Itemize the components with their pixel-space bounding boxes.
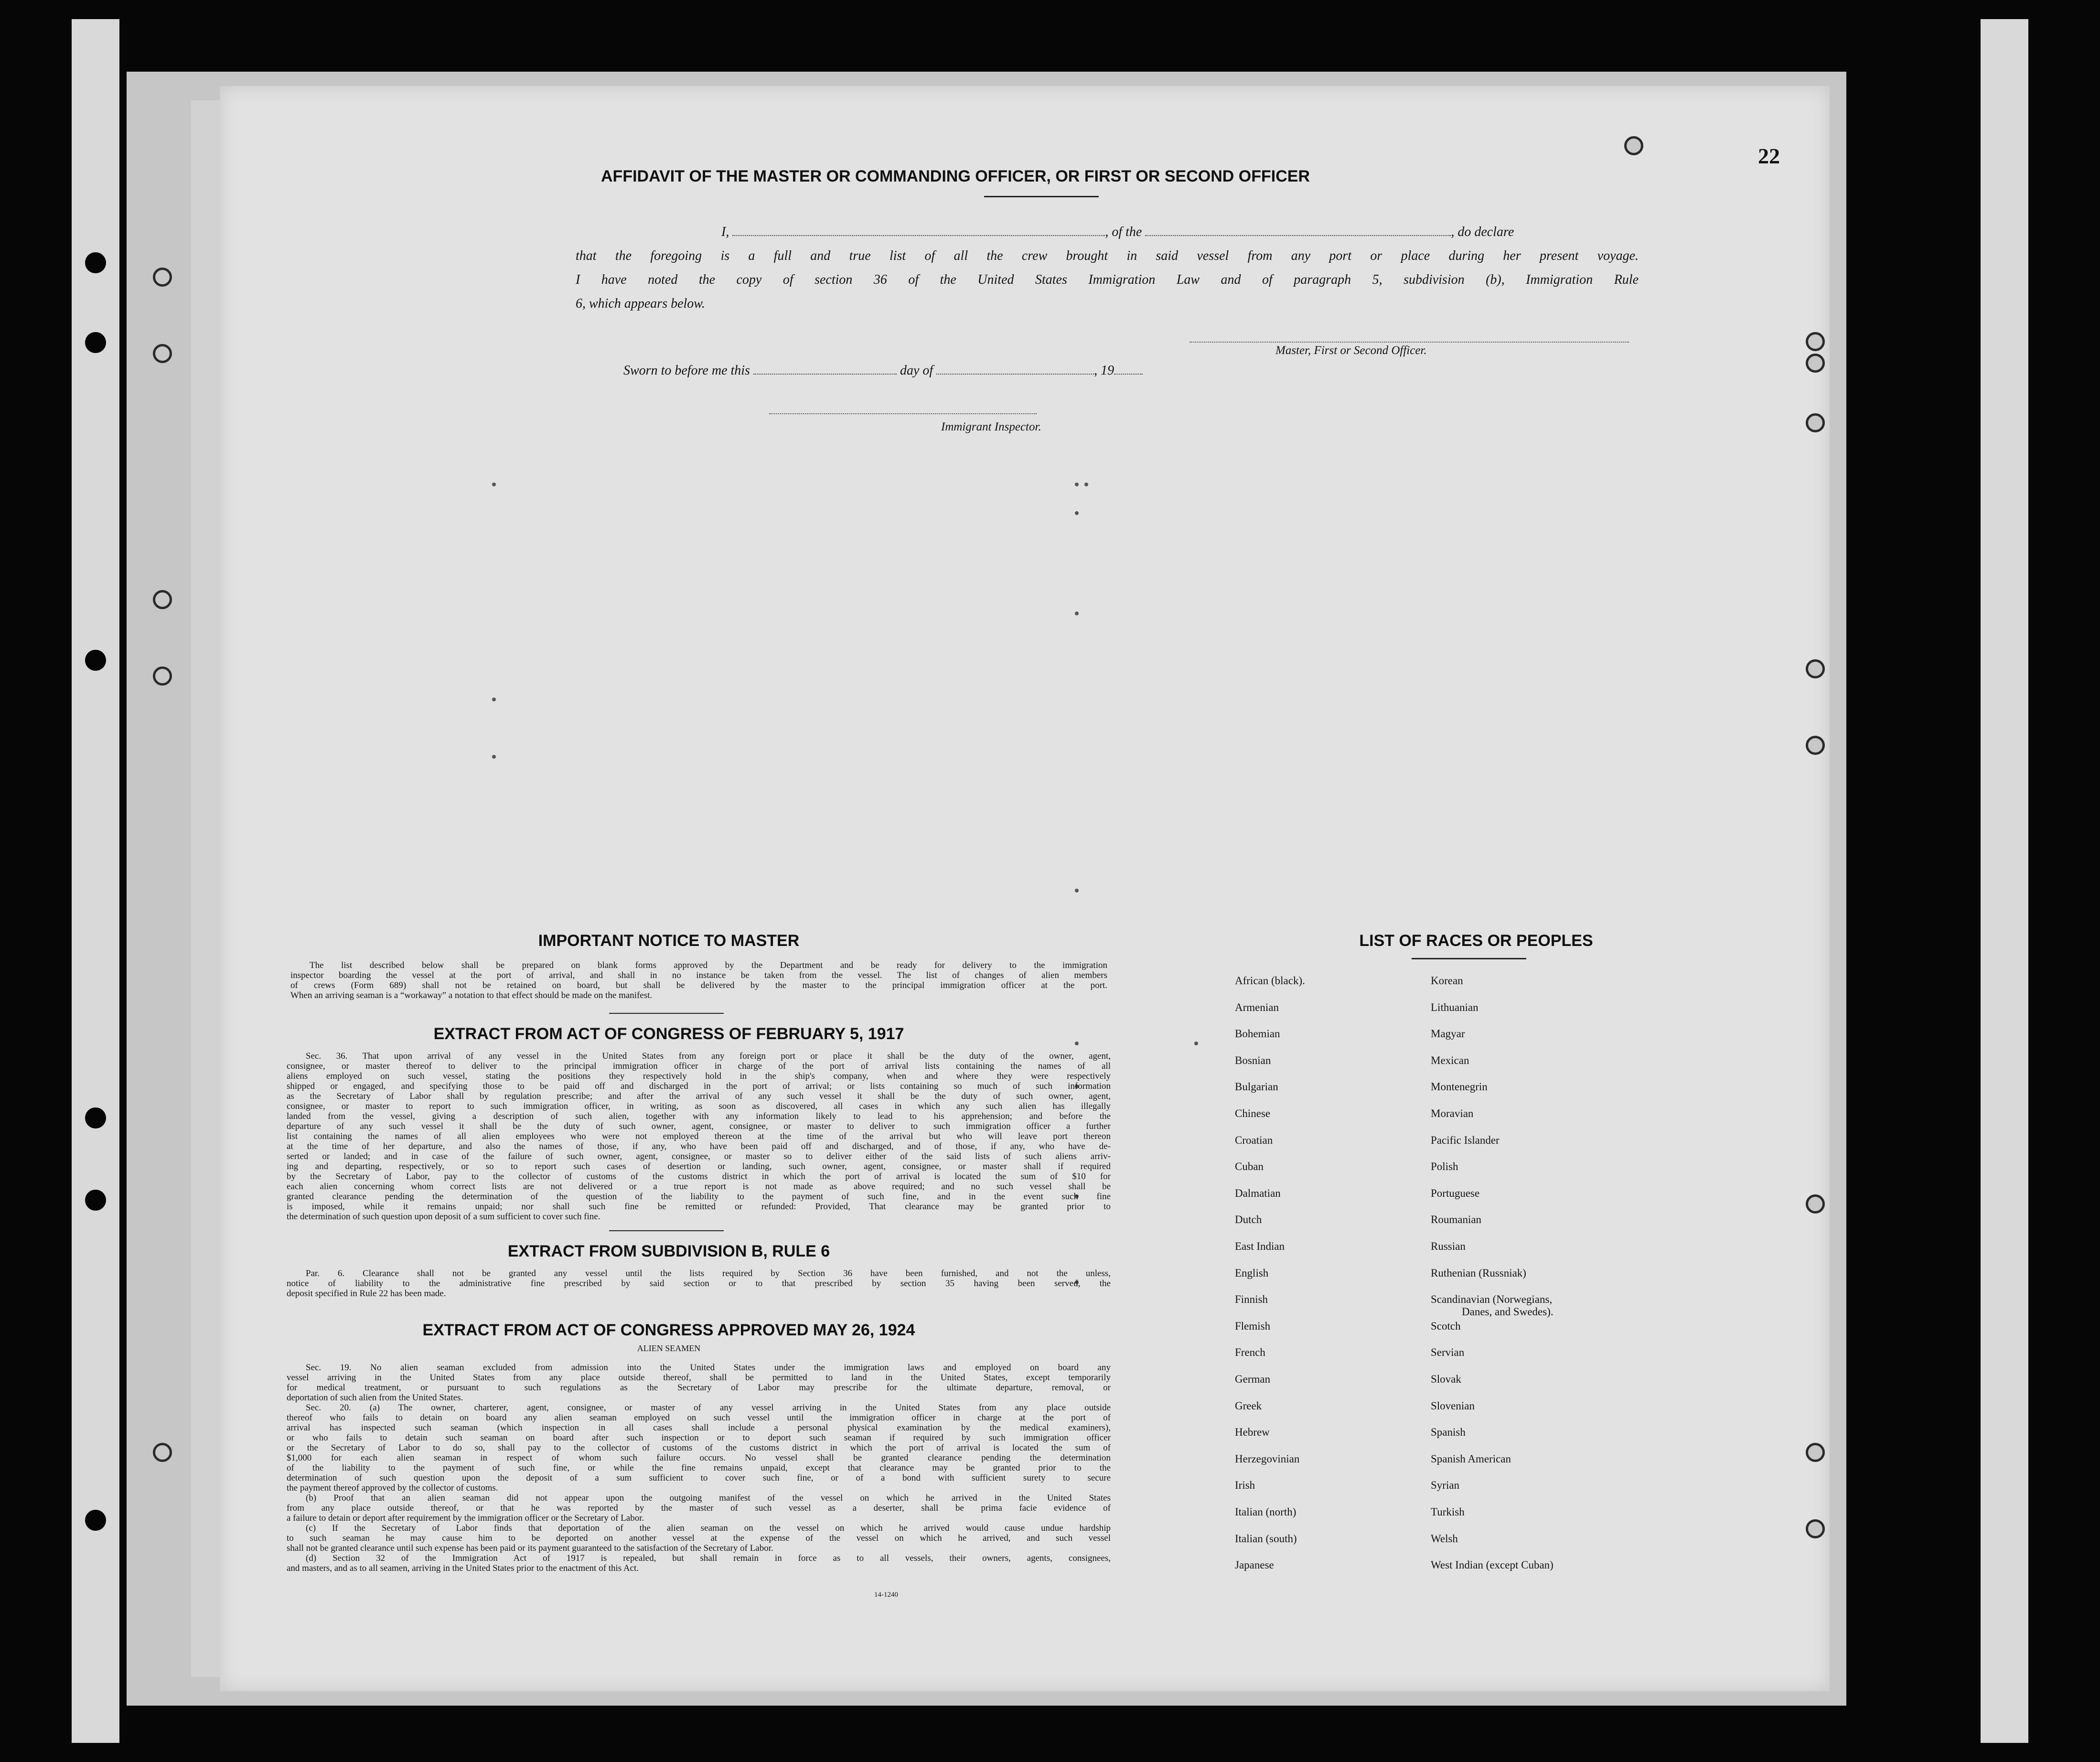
notice-line: inspector boarding the vessel at the port of arrival, and shall in no instance be taken from the vessel. The list of changes of alien members bbox=[290, 970, 1107, 980]
punch-hole bbox=[1806, 332, 1825, 351]
extract-1924-line: of the liability to the payment of such fine, or while the fine remains unpaid, except that clearance may be granted prior to the bbox=[287, 1463, 1111, 1473]
affidavit-title: AFFIDAVIT OF THE MASTER OR COMMANDING OFFICER, OR FIRST OR SECOND OFFICER bbox=[601, 167, 1310, 185]
rule6-line: notice of liability to the administrative fine prescribed by said section or to that prescribed by section 35 having been served, the bbox=[287, 1279, 1111, 1289]
extract-1924-line: or the Secretary of Labor to do so, shall pay to the collector of customs of the customs district in which the port of arrival is located the sum of bbox=[287, 1443, 1111, 1453]
extract-1917-line: landed from the vessel, giving a description of such alien, together with any information likely to lead to his apprehension; and before the bbox=[287, 1111, 1111, 1121]
race-item-left: Finnish bbox=[1235, 1293, 1268, 1305]
guide-dot bbox=[1075, 511, 1079, 515]
binder-hole bbox=[85, 252, 106, 273]
race-item-left: Flemish bbox=[1235, 1320, 1271, 1332]
extract-1924-line: to such seaman he may cause him to be deported on another vessel at the expense of the vessel on which he arrived, and such vessel bbox=[287, 1533, 1111, 1543]
year-label: , 19 bbox=[1094, 363, 1114, 378]
race-item-right: Portuguese bbox=[1431, 1187, 1480, 1199]
race-item-left: Greek bbox=[1235, 1400, 1262, 1412]
extract-1924-line: a failure to detain or deport after requirement by the immigration officer or the Secretary of Labor. bbox=[287, 1513, 644, 1523]
race-item-left: Bulgarian bbox=[1235, 1081, 1278, 1093]
race-item-left: Herzegovinian bbox=[1235, 1453, 1300, 1465]
race-item-left: English bbox=[1235, 1267, 1269, 1279]
race-item-right: Turkish bbox=[1431, 1506, 1465, 1518]
binder-hole bbox=[85, 650, 106, 671]
binder-hole bbox=[85, 332, 106, 353]
races-title: LIST OF RACES OR PEOPLES bbox=[1359, 932, 1593, 950]
extract-1917-line: serted or landed; and in case of the failure of such owner, agent, consignee, or master so to deliver either of the said lists of such aliens arriv- bbox=[287, 1151, 1111, 1161]
notice-line: When an arriving seaman is a “workaway” a notation to that effect should be made on the manifest. bbox=[290, 990, 653, 1000]
races-title-rule bbox=[1412, 958, 1526, 959]
left-binder-strip bbox=[72, 19, 119, 1743]
extract-1917-line: shipped or engaged, and specifying those to be paid off and discharged in the port of arrival; or lists containing so much of such information bbox=[287, 1081, 1111, 1091]
extract-1924-subtitle: ALIEN SEAMEN bbox=[637, 1343, 701, 1353]
binder-hole bbox=[2068, 332, 2089, 353]
punch-hole bbox=[1806, 659, 1825, 678]
race-item-left: French bbox=[1235, 1346, 1265, 1358]
race-item-left: Italian (south) bbox=[1235, 1533, 1297, 1545]
notice-body bbox=[290, 960, 1107, 1000]
punch-hole bbox=[1806, 1519, 1825, 1538]
extract-1924-line: thereof who fails to detain on board any alien seaman employed on such vessel until the immigration officer in charge at the port of bbox=[287, 1413, 1111, 1423]
declarant-label: I, bbox=[721, 225, 729, 239]
binder-hole bbox=[85, 1107, 106, 1128]
extract-1924-line: shall not be granted clearance until such expense has been paid or its payment guaranteed to the satisfaction of the Secretary of Labor. bbox=[287, 1543, 773, 1553]
race-item-left: Chinese bbox=[1235, 1107, 1271, 1119]
extract-1917-line: departure of any such vessel it shall be the duty of such owner, agent, consignee, or master to deliver to such immigration officer a further bbox=[287, 1121, 1111, 1131]
race-item-right: Moravian bbox=[1431, 1107, 1474, 1119]
punch-hole bbox=[1624, 136, 1643, 155]
race-item-left: Irish bbox=[1235, 1479, 1255, 1491]
extract-1917-title: EXTRACT FROM ACT OF CONGRESS OF FEBRUARY 5, 1917 bbox=[433, 1025, 904, 1043]
extract-1924-line: arrival has inspected such seaman (which inspection in all cases shall include a personal physical examination by the medical examiners), bbox=[287, 1423, 1111, 1433]
backing-hole bbox=[153, 1443, 172, 1462]
right-binder-strip bbox=[1981, 19, 2028, 1743]
extract-1917-line: by the Secretary of Labor, pay to the collector of customs of the customs district in which the port of arrival is located the sum of $10 for bbox=[287, 1171, 1111, 1182]
extract-1924-line: determination of such question upon the deposit of a sum sufficient to cover such fine, or of a bond with sufficient surety to secure bbox=[287, 1473, 1111, 1483]
extract-1924-body bbox=[287, 1363, 1111, 1573]
race-item-left: African (black). bbox=[1235, 975, 1305, 987]
race-item-right: Scandinavian (Norwegians, bbox=[1431, 1293, 1553, 1305]
extract-1924-line: deportation of such alien from the United States. bbox=[287, 1393, 463, 1403]
race-item-right: Mexican bbox=[1431, 1054, 1469, 1066]
rule6-title: EXTRACT FROM SUBDIVISION B, RULE 6 bbox=[507, 1242, 830, 1260]
sworn-month-field[interactable] bbox=[936, 374, 1094, 375]
race-item-continuation: Danes, and Swedes). bbox=[1462, 1306, 1554, 1318]
punch-hole bbox=[1806, 1194, 1825, 1214]
race-item-left: German bbox=[1235, 1373, 1271, 1385]
form-number: 14-1240 bbox=[874, 1591, 898, 1599]
page-number: 22 bbox=[1758, 144, 1780, 168]
race-item-right: Russian bbox=[1431, 1240, 1466, 1252]
notice-line: of crews (Form 689) shall not be retained on board, but shall be delivered by the master to the principal immigration officer at the port. bbox=[290, 980, 1107, 990]
guide-dot bbox=[1084, 483, 1088, 486]
backing-hole bbox=[153, 344, 172, 363]
extract-1924-line: for medical treatment, or pursuant to such regulations as the Secretary of Labor may prescribe for the ultimate departure, removal, or bbox=[287, 1383, 1111, 1393]
guide-dot bbox=[1194, 1042, 1198, 1045]
race-item-right: Roumanian bbox=[1431, 1214, 1482, 1225]
extract-1924-line: or who fails to detain such seaman on board after such inspection or to deport such seaman if required by such immigration officer bbox=[287, 1433, 1111, 1443]
backing-hole bbox=[153, 268, 172, 287]
extract-1924-line: (c) If the Secretary of Labor finds that deportation of the alien seaman on the vessel on which he arrived would cause undue hardship bbox=[306, 1523, 1111, 1533]
section-rule bbox=[609, 1013, 724, 1014]
officer-signature-label: Master, First or Second Officer. bbox=[1275, 344, 1427, 357]
extract-1924-line: vessel arriving in the United States from any place outside thereof, shall be permitted to land in the United States, except temporarily bbox=[287, 1373, 1111, 1383]
section-rule bbox=[609, 1230, 724, 1231]
race-item-right: Spanish bbox=[1431, 1426, 1466, 1438]
race-item-right: Slovak bbox=[1431, 1373, 1461, 1385]
punch-hole bbox=[1806, 413, 1825, 432]
race-item-left: Armenian bbox=[1235, 1001, 1279, 1013]
affidavit-line-4: 6, which appears below. bbox=[576, 296, 705, 311]
extract-1917-line: is imposed, while it remains unpaid; nor shall such fine be remitted or refunded: Provided, That clearance may be granted prior to bbox=[287, 1202, 1111, 1212]
race-item-left: East Indian bbox=[1235, 1240, 1285, 1252]
race-item-right: Slovenian bbox=[1431, 1400, 1475, 1412]
do-declare-label: , do declare bbox=[1451, 225, 1514, 239]
race-item-right: Montenegrin bbox=[1431, 1081, 1488, 1093]
extract-1924-line: (d) Section 32 of the Immigration Act of 1917 is repealed, but shall remain in force as to all vessels, their owners, agents, consignees, bbox=[306, 1553, 1111, 1563]
rule6-line: Par. 6. Clearance shall not be granted any vessel until the lists required by Section 36 have been furnished, and not the unless, bbox=[306, 1268, 1111, 1279]
inspector-signature-field[interactable] bbox=[769, 413, 1037, 414]
extract-1917-line: consignee, or master thereof to deliver to the principal immigration officer in charge of the port of arrival lists containing the names of all bbox=[287, 1061, 1111, 1071]
race-item-right: Syrian bbox=[1431, 1479, 1460, 1491]
sworn-year-field[interactable] bbox=[1114, 374, 1143, 375]
manifest-page bbox=[220, 86, 1830, 1691]
binder-hole bbox=[85, 1190, 106, 1211]
sworn-label: Sworn to before me this bbox=[623, 363, 750, 378]
backing-hole bbox=[153, 666, 172, 686]
race-item-right: Servian bbox=[1431, 1346, 1465, 1358]
extract-1924-line: from any place outside thereof, or that he was reported by the master of such vessel as a deserter, shall be prima facie evidence of bbox=[287, 1503, 1111, 1513]
race-item-right: Magyar bbox=[1431, 1028, 1465, 1040]
race-item-left: Bohemian bbox=[1235, 1028, 1280, 1040]
race-item-left: Dalmatian bbox=[1235, 1187, 1281, 1199]
binder-hole bbox=[2068, 569, 2089, 590]
extract-1917-line: consignee, or master to report to such immigration officer, in writing, as soon as discovered, all cases in which any such alien has illegally bbox=[287, 1101, 1111, 1111]
guide-dot bbox=[1075, 889, 1079, 892]
day-of-label: day of bbox=[900, 363, 933, 378]
extract-1924-line: Sec. 20. (a) The owner, charterer, agent, consignee, or master of any vessel arriving in the United States from any place outside bbox=[306, 1403, 1111, 1413]
binder-hole bbox=[2068, 1421, 2089, 1442]
affidavit-line-1 bbox=[721, 225, 1639, 240]
binder-hole bbox=[2068, 252, 2089, 273]
race-item-right: Spanish American bbox=[1431, 1453, 1511, 1465]
extract-1924-line: and masters, and as to all seamen, arriving in the United States prior to the enactment of this Act. bbox=[287, 1563, 639, 1573]
guide-dot bbox=[492, 698, 496, 701]
guide-dot bbox=[492, 483, 496, 486]
notice-line: The list described below shall be prepared on blank forms approved by the Department and be ready for delivery to the immigration bbox=[310, 960, 1107, 970]
extract-1917-line: ing and departing, respectively, or so to report such cases of desertion or landing, such owner, agent, consignee, or master shall if required bbox=[287, 1161, 1111, 1171]
guide-dot bbox=[1075, 612, 1079, 615]
binder-hole bbox=[2068, 1107, 2089, 1128]
rule6-line: deposit specified in Rule 22 has been made. bbox=[287, 1289, 446, 1299]
rule6-body bbox=[287, 1268, 1111, 1299]
race-item-left: Hebrew bbox=[1235, 1426, 1270, 1438]
extract-1917-body bbox=[287, 1051, 1111, 1222]
race-item-right: Polish bbox=[1431, 1160, 1458, 1172]
race-item-left: Japanese bbox=[1235, 1559, 1274, 1571]
race-item-right: West Indian (except Cuban) bbox=[1431, 1559, 1554, 1571]
binder-hole bbox=[2068, 650, 2089, 671]
of-the-label: , of the bbox=[1105, 225, 1142, 239]
race-item-left: Italian (north) bbox=[1235, 1506, 1296, 1518]
punch-hole bbox=[1806, 736, 1825, 755]
extract-1917-line: aliens employed on such vessel, stating the positions they respectively hold in the ship's company, when and where they were respectively bbox=[287, 1071, 1111, 1081]
race-item-right: Korean bbox=[1431, 975, 1463, 987]
race-item-left: Dutch bbox=[1235, 1214, 1262, 1225]
title-rule bbox=[984, 196, 1099, 197]
race-item-left: Croatian bbox=[1235, 1134, 1273, 1146]
extract-1917-line: at the time of her departure, and also the names of those, if any, who have been paid off and discharged, and of those, if any, who have de- bbox=[287, 1141, 1111, 1151]
guide-dot bbox=[1075, 483, 1079, 486]
race-item-left: Cuban bbox=[1235, 1160, 1264, 1172]
backing-hole bbox=[153, 590, 172, 609]
binder-hole bbox=[85, 1510, 106, 1531]
affidavit-line-2: that the foregoing is a full and true list of all the crew brought in said vessel from any port or place during her present voyage. bbox=[576, 248, 1639, 263]
extract-1924-title: EXTRACT FROM ACT OF CONGRESS APPROVED MAY 26, 1924 bbox=[422, 1321, 915, 1339]
binder-hole bbox=[2068, 1190, 2089, 1211]
extract-1917-line: the determination of such question upon deposit of a sum sufficient to cover such fine. bbox=[287, 1212, 600, 1222]
sworn-day-field[interactable] bbox=[753, 374, 897, 375]
affidavit-line-3: I have noted the copy of section 36 of the United States Immigration Law and of paragraph 5, subdivision (b), Immigration Rule bbox=[576, 272, 1639, 287]
race-item-right: Ruthenian (Russniak) bbox=[1431, 1267, 1526, 1279]
officer-signature-field[interactable] bbox=[1189, 342, 1629, 343]
extract-1924-line: the payment thereof approved by the collector of customs. bbox=[287, 1483, 498, 1493]
guide-dot bbox=[492, 755, 496, 759]
extract-1924-line: $1,000 for each alien seaman in respect of whom such failure occurs. No vessel shall be granted clearance pending the determination bbox=[287, 1453, 1111, 1463]
sworn-line bbox=[623, 363, 1143, 378]
race-item-left: Bosnian bbox=[1235, 1054, 1271, 1066]
extract-1917-line: granted clearance pending the determination of the question of the liability to the payment of such fine, and in the event such fine bbox=[287, 1192, 1111, 1202]
notice-title: IMPORTANT NOTICE TO MASTER bbox=[538, 932, 800, 950]
punch-hole bbox=[1806, 1443, 1825, 1462]
extract-1917-line: as the Secretary of Labor shall by regulation prescribe; and after the arrival of any such vessel it shall be the duty of such owner, agent, bbox=[287, 1091, 1111, 1101]
vessel-name-field[interactable] bbox=[1145, 235, 1451, 236]
race-item-right: Welsh bbox=[1431, 1533, 1458, 1545]
race-item-right: Lithuanian bbox=[1431, 1001, 1479, 1013]
declarant-name-field[interactable] bbox=[732, 235, 1105, 236]
extract-1917-line: Sec. 36. That upon arrival of any vessel in the United States from any foreign port or place it shall be the duty of the owner, agent, bbox=[306, 1051, 1111, 1061]
binder-hole bbox=[2068, 1510, 2089, 1531]
extract-1917-line: list containing the names of all alien employees who were not employed thereon at the time of the arrival but who will leave port thereon bbox=[287, 1131, 1111, 1141]
inspector-label: Immigrant Inspector. bbox=[941, 420, 1041, 433]
race-item-right: Pacific Islander bbox=[1431, 1134, 1500, 1146]
extract-1924-line: Sec. 19. No alien seaman excluded from admission into the United States under the immigration laws and employed on board any bbox=[306, 1363, 1111, 1373]
extract-1917-line: each alien concerning whom correct lists are not delivered or a true report is not made as above required; and no such vessel shall be bbox=[287, 1182, 1111, 1192]
race-item-right: Scotch bbox=[1431, 1320, 1461, 1332]
extract-1924-line: (b) Proof that an alien seaman did not appear upon the outgoing manifest of the vessel on which he arrived in the United States bbox=[306, 1493, 1111, 1503]
punch-hole bbox=[1806, 354, 1825, 373]
